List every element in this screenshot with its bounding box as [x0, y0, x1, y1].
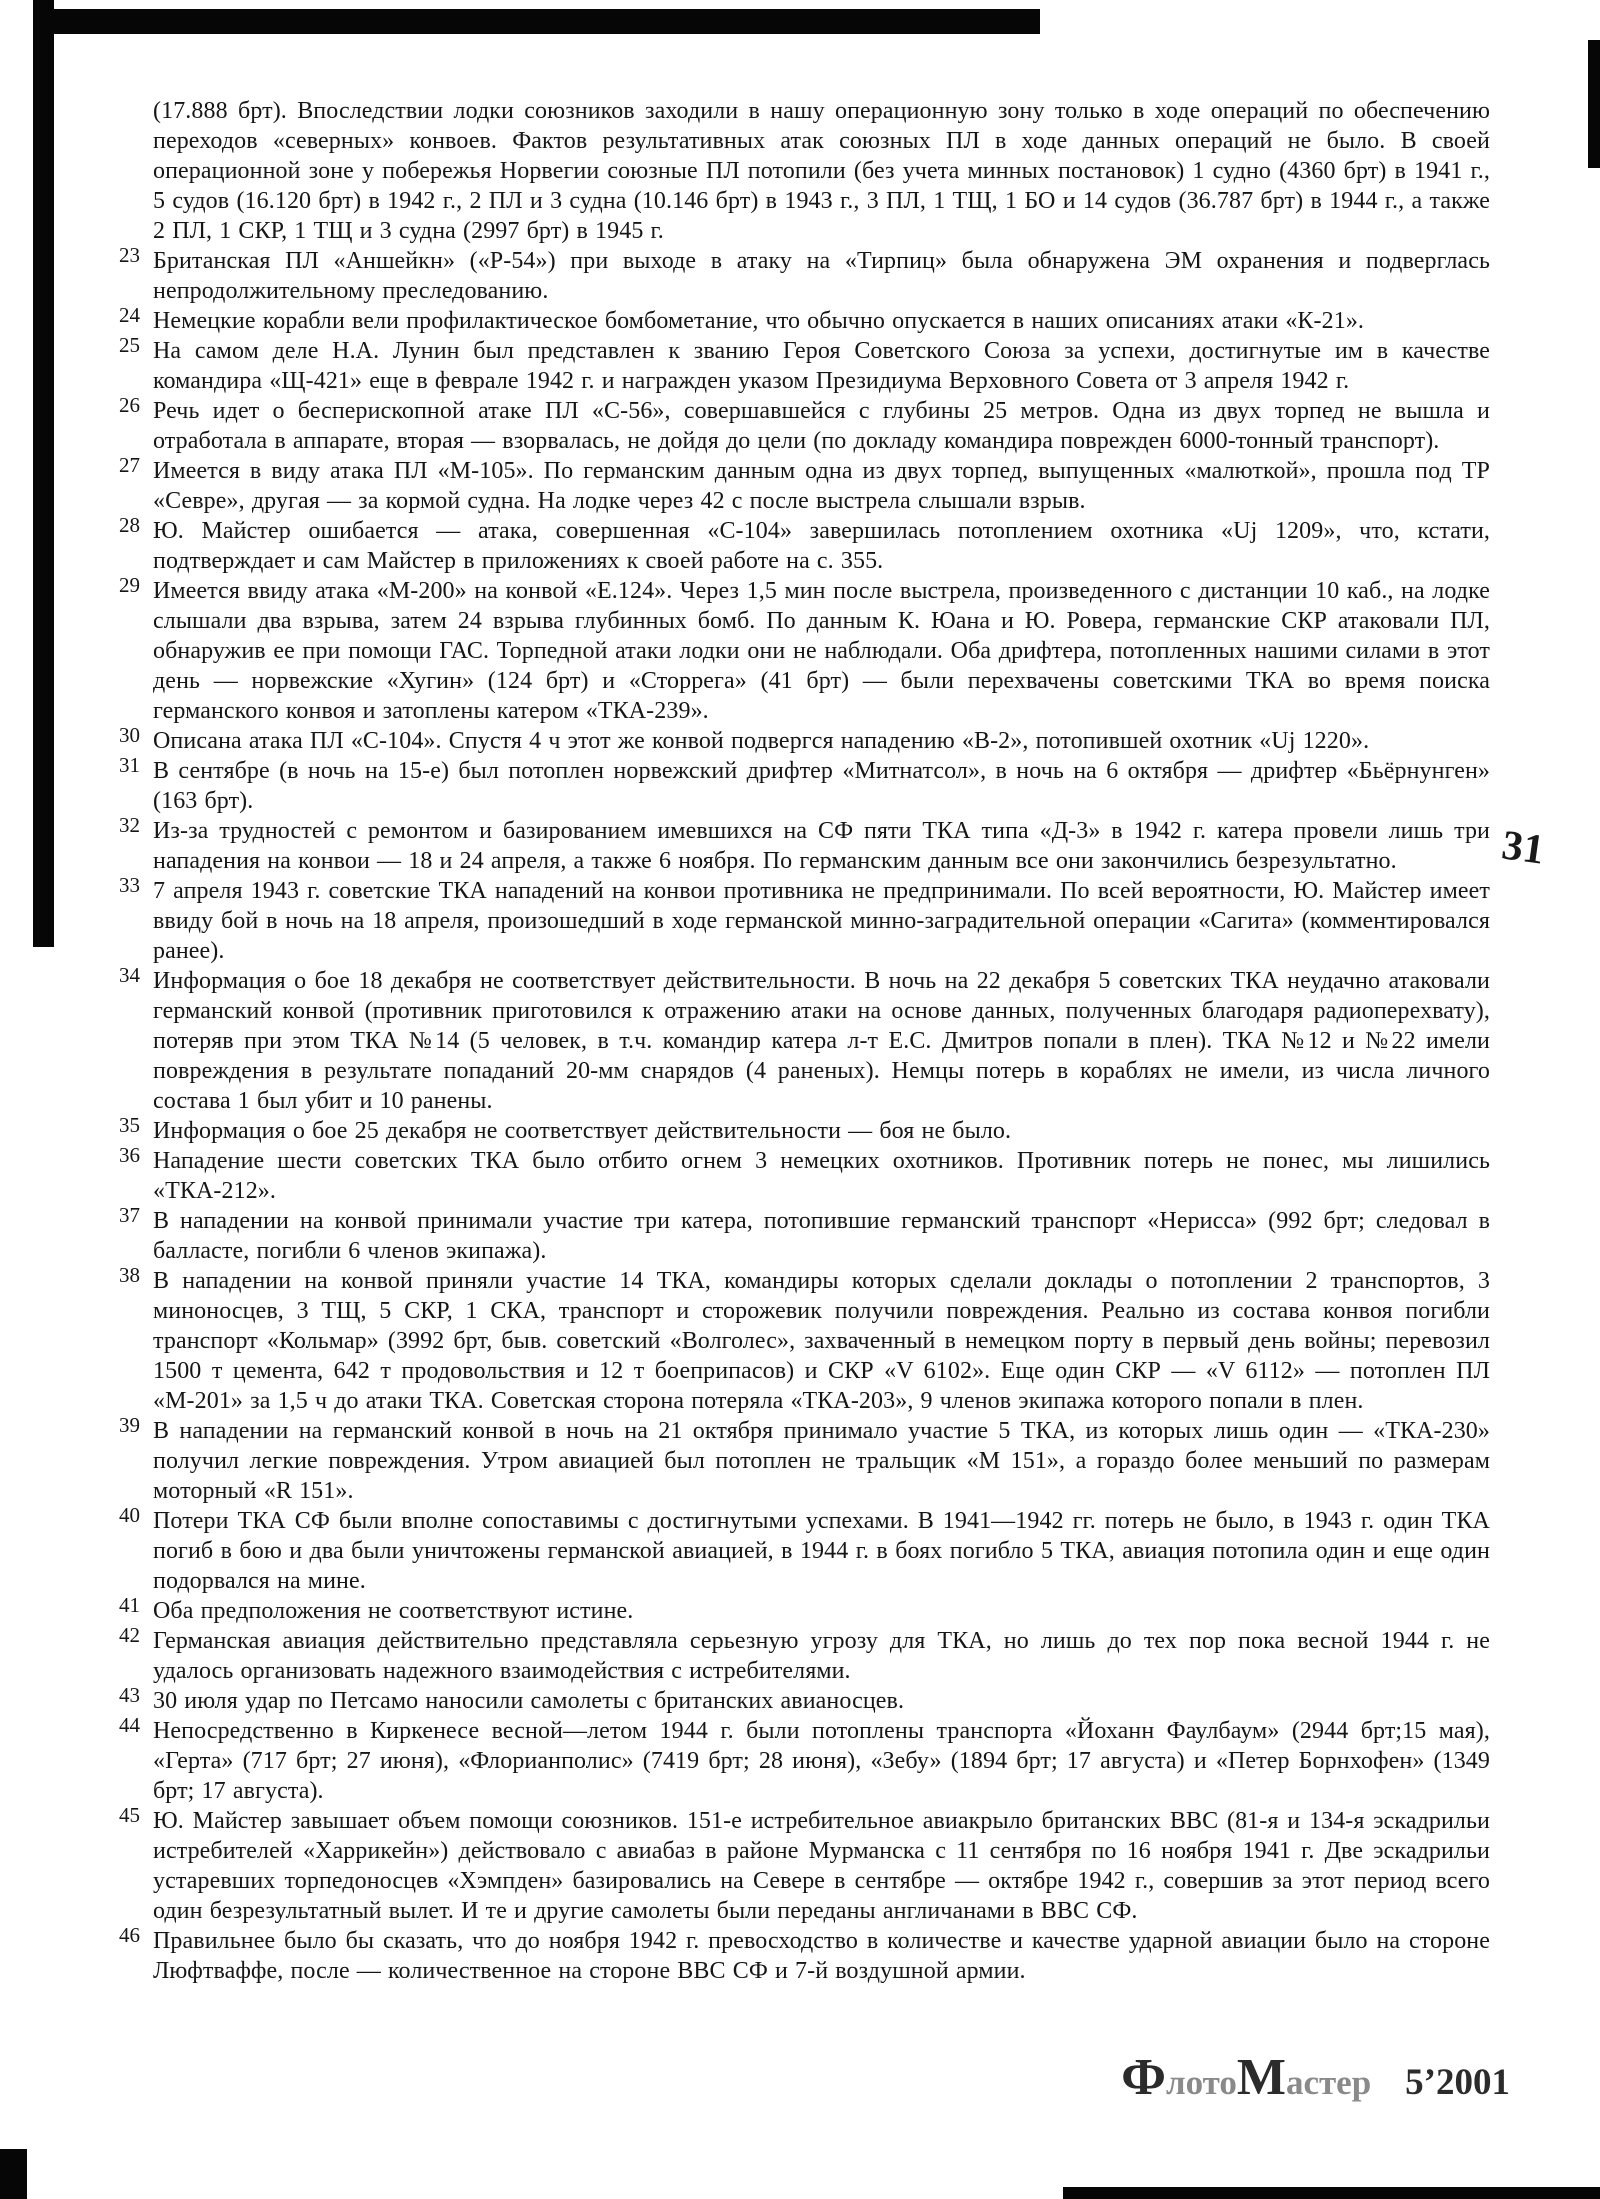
- footnote-text: Немецкие корабли вели профилактическое бомбометание, что обычно опускается в наших описаниях атаки «К-21».: [153, 308, 1365, 334]
- footnote: [119, 1623, 1490, 1686]
- scan-artifact-bottom-left: [0, 2149, 27, 2199]
- footnote-text: Правильнее было бы сказать, что до ноября 1942 г. превосходство в количестве и качестве ударной авиации было на стороне Люфтваффе, после — количественное на стороне ВВС СФ и 7-й воздушной армии.: [153, 1928, 1490, 1984]
- footnote: [119, 1923, 1490, 1986]
- footnote-number: 46: [119, 1923, 140, 1947]
- footnote: [119, 1593, 1490, 1626]
- footnote: [119, 753, 1490, 816]
- footnote: [119, 813, 1490, 876]
- footnote-text: Британская ПЛ «Аншейкн» («Р-54») при выходе в атаку на «Тирпиц» была обнаружена ЭМ охранения и подверглась непродолжительному преследованию.: [153, 248, 1490, 304]
- logo-part-loto: лото: [1165, 2063, 1237, 2102]
- footnote-text: В нападении на конвой принимали участие три катера, потопившие германский транспорт «Нерисса» (992 брт; следовал в балласте, погибли 6 членов экипажа).: [153, 1208, 1490, 1264]
- footnote-text: 7 апреля 1943 г. советские ТКА нападений на конвои противника не предпринимали. По всей вероятности, Ю. Майстер имеет ввиду бой в ночь на 18 апреля, произошедший в ходе германской минно-заградительной операции «Сагита» (комментировался ранее).: [153, 878, 1490, 964]
- footnote: [119, 1113, 1490, 1146]
- footnote-text: Описана атака ПЛ «С-104». Спустя 4 ч этот же конвой подвергся нападению «В-2», потопившей охотник «Uj 1220».: [153, 728, 1370, 754]
- footnote-text: Имеется ввиду атака «М-200» на конвой «Е.124». Через 1,5 мин после выстрела, произведенного с дистанции 10 каб., на лодке слышали два взрыва, затем 24 взрыва глубинных бомб. По данным К. Юана и Ю. Ровера, германские СКР атаковали ПЛ, обнаружив ее при помощи ГАС. Торпедной атаки лодки они не наблюдали. Оба дрифтера, потопленных нашими силами в этот день — норвежские «Хугин» (124 брт) и «Сторрега» (41 брт) — были перехвачены советскими ТКА во время поиска германского конвоя и затоплены катером «ТКА-239».: [153, 578, 1490, 724]
- footer: [1100, 2048, 1510, 2107]
- footnote-text: На самом деле Н.А. Лунин был представлен к званию Героя Советского Союза за успехи, достигнутые им в качестве командира «Щ-421» еще в феврале 1942 г. и награжден указом Президиума Верховного Совета от 3 апреля 1942 г.: [153, 338, 1490, 394]
- footnote-text: Оба предположения не соответствуют истине.: [153, 1598, 634, 1624]
- footnote: [119, 1683, 1490, 1716]
- logo-letter-m: М: [1236, 2049, 1286, 2106]
- footnote: [119, 1803, 1490, 1926]
- footnote-text: Нападение шести советских ТКА было отбито огнем 3 немецких охотников. Противник потерь не понес, мы лишились «ТКА-212».: [153, 1148, 1490, 1204]
- footnote-number: 35: [119, 1113, 140, 1137]
- issue-number: 5’2001: [1405, 2062, 1510, 2103]
- footnote-text: Информация о бое 25 декабря не соответствует действительности — боя не было.: [153, 1118, 1012, 1144]
- footnote-number: 39: [119, 1413, 140, 1437]
- footnote-number: 31: [119, 753, 140, 777]
- scan-artifact-top-bar: [36, 9, 1040, 34]
- footnote-number: 38: [119, 1263, 140, 1287]
- footnote-number: 24: [119, 303, 140, 327]
- footnote: [119, 1413, 1490, 1506]
- footnote-text: Германская авиация действительно представляла серьезную угрозу для ТКА, но лишь до тех пор пока весной 1944 г. не удалось организовать надежного взаимодействия с истребителями.: [153, 1628, 1490, 1684]
- footnote-text: Из-за трудностей с ремонтом и базированием имевшихся на СФ пяти ТКА типа «Д-3» в 1942 г. катера провели лишь три нападения на конвои — 18 и 24 апреля, а также 6 ноября. По германским данным все они закончились безрезультатно.: [153, 818, 1490, 874]
- footnote-number: 23: [119, 243, 140, 267]
- footnote: [119, 243, 1490, 306]
- footnote-number: 42: [119, 1623, 140, 1647]
- footnote-text: Непосредственно в Киркенесе весной—летом 1944 г. были потоплены транспорта «Йоханн Фаулбаум» (2944 брт;15 мая), «Герта» (717 брт; 27 июня), «Флорианполис» (7419 брт; 28 июня), «Зебу» (1894 брт; 17 августа) и «Петер Борнхофен» (1349 брт; 17 августа).: [153, 1718, 1490, 1804]
- footnote-number: 33: [119, 873, 140, 897]
- intro-paragraph: (17.888 брт). Впоследствии лодки союзников заходили в нашу операционную зону только в ходе операций по обеспечению переходов «северных» конвоев. Фактов результативных атак союзных ПЛ в ходе данных операций не было. В своей операционной зоне у побережья Норвегии союзные ПЛ потопили (без учета минных постановок) 1 судно (4360 брт) в 1941 г., 5 судов (16.120 брт) в 1942 г., 2 ПЛ и 3 судна (10.146 брт) в 1943 г., 3 ПЛ, 1 ТЩ, 1 БО и 14 судов (36.787 брт) в 1944 г., а также 2 ПЛ, 1 СКР, 1 ТЩ и 3 судна (2997 брт) в 1945 г.: [153, 98, 1490, 244]
- footnote-number: 26: [119, 393, 140, 417]
- footnote: [119, 303, 1490, 336]
- footnote-number: 34: [119, 963, 140, 987]
- footnote-number: 36: [119, 1143, 140, 1167]
- footnote-text: Ю. Майстер завышает объем помощи союзников. 151-е истребительное авиакрыло британских ВВС (81-я и 134-я эскадрильи истребителей «Харрикейн») действовало с авиабаз в районе Мурманска с 11 сентября по 16 ноября 1941 г. Две эскадрильи устаревших торпедоносцев «Хэмпден» базировались на Севере в сентябре — октябре 1942 г., совершив за этот период всего один безрезультатный вылет. И те и другие самолеты были переданы англичанами в ВВС СФ.: [153, 1808, 1490, 1924]
- footnote-number: 37: [119, 1203, 140, 1227]
- scan-artifact-right-tick: [1588, 40, 1600, 168]
- footnote-number: 43: [119, 1683, 140, 1707]
- footnote: [119, 1263, 1490, 1416]
- footnote: [119, 333, 1490, 396]
- footnote-text: В нападении на германский конвой в ночь на 21 октября принимало участие 5 ТКА, из которых лишь один — «ТКА-230» получил легкие повреждения. Утром авиацией был потоплен не тральщик «М 151», а гораздо более меньший по размерам моторный «R 151».: [153, 1418, 1490, 1504]
- footnote: [119, 1203, 1490, 1266]
- footnote: [119, 453, 1490, 516]
- footnote-number: 27: [119, 453, 140, 477]
- logo-letter-f: Ф: [1121, 2049, 1166, 2106]
- footnote: [119, 1713, 1490, 1806]
- footnote-number: 32: [119, 813, 140, 837]
- footnote: [119, 1143, 1490, 1206]
- footnote-text: Ю. Майстер ошибается — атака, совершенная «С-104» завершилась потоплением охотника «Uj 1209», что, кстати, подтверждает и сам Майстер в приложениях к своей работе на с. 355.: [153, 518, 1490, 574]
- footnote-number: 30: [119, 723, 140, 747]
- scan-artifact-bottom-right: [1063, 2187, 1600, 2199]
- footnote: [119, 393, 1490, 456]
- footnote: [119, 963, 1490, 1116]
- footnote-number: 40: [119, 1503, 140, 1527]
- footnote-number: 25: [119, 333, 140, 357]
- footnote-text: Речь идет о бесперископной атаке ПЛ «С-56», совершавшейся с глубины 25 метров. Одна из двух торпед не вышла и отработала в аппарате, вторая — взорвалась, не дойдя до цели (по докладу командира поврежден 6000-тонный транспорт).: [153, 398, 1490, 454]
- footnote-text: 30 июля удар по Петсамо наносили самолеты с британских авианосцев.: [153, 1688, 905, 1714]
- magazine-logo: [1121, 2049, 1372, 2106]
- text-column: [119, 96, 1490, 1986]
- logo-part-aster: астер: [1285, 2063, 1372, 2102]
- footnotes-list: [119, 243, 1490, 1986]
- footnote: [119, 513, 1490, 576]
- footnote-text: Имеется в виду атака ПЛ «М-105». По германским данным одна из двух торпед, выпущенных «малюткой», прошла под ТР «Севре», другая — за кормой судна. На лодке через 42 с после выстрела слышали взрыв.: [153, 458, 1490, 514]
- footnote: [119, 573, 1490, 726]
- footnote-number: 28: [119, 513, 140, 537]
- footnote-text: В сентябре (в ночь на 15-е) был потоплен норвежский дрифтер «Митнатсол», в ночь на 6 октября — дрифтер «Бьёрнунген» (163 брт).: [153, 758, 1490, 814]
- footnote: [119, 1503, 1490, 1596]
- footnote-text: Информация о бое 18 декабря не соответствует действительности. В ночь на 22 декабря 5 советских ТКА неудачно атаковали германский конвой (противник приготовился к отражению атаки на основе данных, полученных благодаря радиоперехвату), потеряв при этом ТКА №14 (5 человек, в т.ч. командир катера л-т Е.С. Дмитров попали в плен). ТКА №12 и №22 имели повреждения в результате попаданий 20-мм снарядов (4 раненых). Немцы потерь в кораблях не имели, из числа личного состава 1 был убит и 10 ранены.: [153, 968, 1490, 1114]
- footnote-number: 29: [119, 573, 140, 597]
- page-number: 31: [1499, 822, 1547, 874]
- footnote-text: В нападении на конвой приняли участие 14 ТКА, командиры которых сделали доклады о потоплении 2 транспортов, 3 миноносцев, 3 ТЩ, 5 СКР, 1 СКА, транспорт и сторожевик получили повреждения. Реально из состава конвоя погибли транспорт «Кольмар» (3992 брт, быв. советский «Волголес», захваченный в немецком порту в первый день войны; перевозил 1500 т цемента, 642 т продовольствия и 12 т боеприпасов) и СКР «V 6102». Еще один СКР — «V 6112» — потоплен ПЛ «М-201» за 1,5 ч до атаки ТКА. Советская сторона потеряла «ТКА-203», 9 членов экипажа которого попали в плен.: [153, 1268, 1490, 1414]
- footnote-number: 44: [119, 1713, 140, 1737]
- footnote-number: 45: [119, 1803, 140, 1827]
- footnote: [119, 723, 1490, 756]
- footnote-text: Потери ТКА СФ были вполне сопоставимы с достигнутыми успехами. В 1941—1942 гг. потерь не было, в 1943 г. один ТКА погиб в бою и два были уничтожены германской авиацией, в 1944 г. в боях погибло 5 ТКА, авиация потопила один и еще один подорвался на мине.: [153, 1508, 1490, 1594]
- footnote-number: 41: [119, 1593, 140, 1617]
- scan-artifact-left-bar: [33, 0, 54, 947]
- footnote: [119, 873, 1490, 966]
